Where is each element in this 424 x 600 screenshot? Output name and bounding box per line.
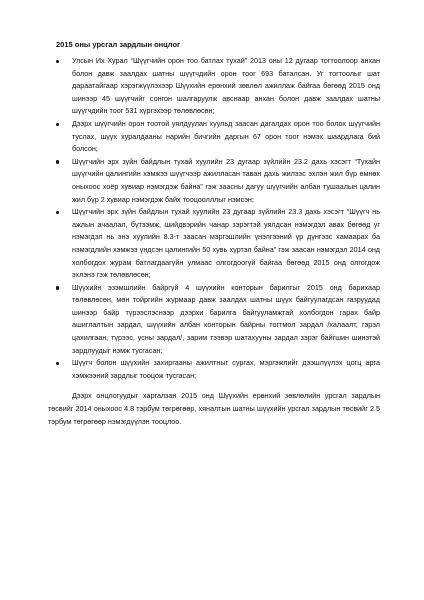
summary-paragraph: Дээрх онцлогуудыг харгалзан 2015 онд Шүүхийн ерөнхий зөвлөлийн урсгал зардлын төсвийг 2014 оныхоос 4.8 тэрбум төгрөгөөр, хяналтын шатны шүүхийн урсгал зардлын төсвийг 2.5 тэрбум төгрөгөөр нэмэгдүүлэн тооцлоо. xyxy=(48,391,380,426)
bullet-icon xyxy=(56,123,59,126)
bullet-text: Шүүхийн эзэмшлийн байргүй 4 шүүхийн конторын барилгыг 2015 онд барихаар төлөвлөсөн, мөн тойргийн журмаар давж заалдах шатны шүүх байгуулагдсан газруудад шинээр байр түрээслэснээр дээрхи барилга байгууламжтай холбогдон гарах байр ашиглалтын зардал, шүүхийн албан конторын байрны тогтмол зардал /халаалт, гэрэл цахилгаан, түрээс, усны зардал/, зарим тээвэр шатахууны зардал зэрэг байгшин шинэтэй зардлуудыг нэмж тусгасан; xyxy=(72,282,380,355)
bullet-item xyxy=(48,282,380,358)
bullet-item xyxy=(48,357,380,382)
bullet-icon xyxy=(56,160,59,163)
bullet-item xyxy=(48,118,380,156)
bullet-icon xyxy=(56,60,59,63)
bullet-item xyxy=(48,206,380,282)
bullet-icon xyxy=(56,362,59,365)
bullet-text: Шүүгчийн эрх зүйн байдлын тухай хуулийн 23 дугаар зүйлийн 23.2 дахь хэсэгт “Тухайн шүүгчийн цалингийн хэмжээ шүүгчээр ажилласан таван дахь жилээс эхлэн жил бүр өмнөх оныхоос хоёр хувиар нэмэгдэж байна” гэж заасны дагуу шүүгчийн албан тушаалын цалин жил бүр 2 хувиар нэмэгдэж байх тооцоолллыг нэмсэн; xyxy=(72,156,380,204)
bullet-item xyxy=(48,55,380,118)
bullet-icon xyxy=(56,286,59,289)
bullet-text: Шүүгч болон шүүхийн захиргааны ажилтныг сургах, мэргэжлийг дээшлүүлэх цогц арга хэмжээний зардлыг тооцож тусгасан; xyxy=(72,358,380,380)
bullet-list xyxy=(48,55,380,382)
bullet-text: Улсын Их Хурал “Шүүгчийн орон тоо батлах тухай” 2013 оны 12 дугаар тогтоолоор анхан болон давж заалдах шатны шүүгчдийн орон тоог 693 баталсан. Уг тогтоолыг шат дараатайгаар хэрэгжүүлэхээр Шүүхийн ерөнхий зөвлөл ажиллаж байгаа бөгөөд 2015 онд шинээр 45 шүүгчийг сонгон шалгаруулж авснаар анхан болон давж заалдах шатны шүүгчдийн тоог 531 хүргэхээр төлөвлөсөн; xyxy=(72,56,380,116)
bullet-text: Дээрх шүүгчийн орон тоотой уялдуулан хуульд заасан дагалдах орон тоо болох шүүгчийн туслах, шүүх хуралдааны нарийн бичгийн даргын 67 орон тоог нэмэх шаардлага бий болсон; xyxy=(72,118,380,154)
bullet-icon xyxy=(56,211,59,214)
document-title: 2015 оны урсгал зардлын онцлог xyxy=(56,40,181,49)
bullet-text: Шүүгчийн эрх зүйн байдлын тухай хуулийн 23 дугаар зүйлийн 23.3 дахь хэсэгт “Шүүгч нь ажлын ачаалал, бүтээмж, шийдвэрийн чанар зэрэгтэй уялдсан нэмэгдэл авах бөгөөд уг нэмэгдэл нь энэ хуулийн 8.3-т заасан мэргэшлийн үнэлгээний үр дүнгээс хамаарах ба нэмэгдлийн хэмжээ үндсэн цалингийн 50 хувь хүртэл байна” гэж заасан нэмэгдэл 2014 онд холбогдох журам батлагдаагүйн улмаас олгогдоогүй байгаа бөгөөд 2015 онд олгогдож эхлэнэ гэж төлөвлөсөн; xyxy=(72,207,380,280)
bullet-item xyxy=(48,156,380,206)
